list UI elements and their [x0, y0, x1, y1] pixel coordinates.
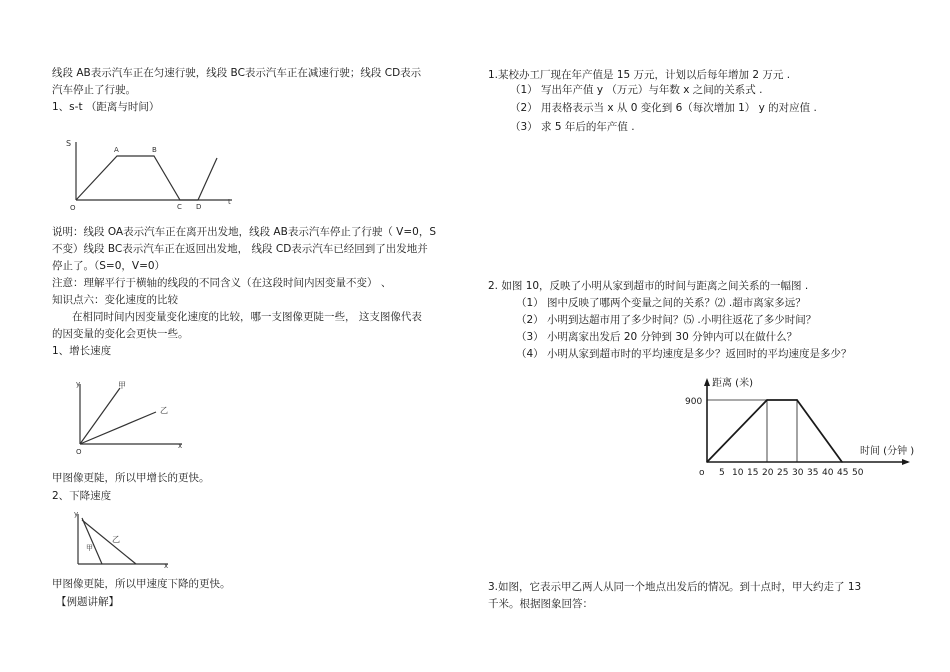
- q1-part-1: （1） 写出年产值 y （万元）与年数 x 之间的关系式 .: [510, 84, 763, 96]
- chart-y-axis-arrow: [704, 378, 710, 386]
- fig2-origin: O: [76, 448, 82, 456]
- q1-part-3: （3） 求 5 年后的年产值 .: [510, 121, 635, 133]
- chart-x-tick-label: 5: [719, 468, 725, 478]
- chart-x-tick-label: 10: [732, 468, 744, 478]
- fig2-y-label: y: [76, 380, 81, 388]
- st-heading: 1、s-t （距离与时间）: [52, 101, 160, 113]
- knowledge-point-6: 知识点六：变化速度的比较: [52, 294, 178, 306]
- fig1-point-a: A: [114, 146, 119, 154]
- fig1-y-label: S: [66, 139, 72, 148]
- chart-y-label: 距离 (米): [712, 378, 753, 389]
- q2-stem: 2. 如图 10，反映了小明从家到超市的时间与距离之间关系的一幅图 .: [488, 280, 809, 292]
- q1-part-2: （2） 用表格表示当 x 从 0 变化到 6（每次增加 1） y 的对应值 .: [510, 102, 817, 114]
- chart-x-tick-label: 25: [777, 468, 789, 478]
- decline-heading: 2、下降速度: [52, 490, 112, 502]
- note-line-2: 不变）线段 BC表示汽车正在返回出发地， 线段 CD表示汽车已经回到了出发地并: [52, 243, 428, 255]
- chart-point: [766, 399, 768, 401]
- decline-conclusion: 甲图像更陡，所以甲速度下降的更快。: [52, 578, 231, 590]
- attention-note: 注意：理解平行于横轴的线段的不同含义（在这段时间内因变量不变） 、: [52, 277, 392, 289]
- chart-x-tick-label: 35: [807, 468, 819, 478]
- q2-part-1: （1） 图中反映了哪两个变量之间的关系？⑵ .超市离家多远？: [516, 297, 806, 309]
- growth-conclusion: 甲图像更陡，所以甲增长的更快。: [52, 472, 210, 484]
- chart-x-tick-label: 50: [852, 468, 864, 478]
- fig3-y-label: y: [74, 510, 79, 518]
- fig1-point-o: O: [70, 204, 76, 212]
- fig1-point-b: B: [152, 146, 157, 154]
- chart-x-tick-label: 45: [837, 468, 849, 478]
- fig2-label-jia: 甲: [118, 381, 126, 390]
- growth-heading: 1、增长速度: [52, 345, 112, 357]
- note-line-3: 停止了。（S=0，V=0）: [52, 260, 166, 272]
- chart-x-tick-label: 20: [762, 468, 774, 478]
- fig3-x-label: x: [164, 562, 169, 570]
- intro-line-2: 汽车停止了行驶。: [52, 84, 136, 96]
- example-heading: 【例题讲解】: [56, 596, 119, 608]
- chart-x-axis-arrow: [902, 459, 910, 465]
- fig2-label-yi: 乙: [160, 406, 168, 415]
- fig1-x-label: t: [228, 198, 231, 206]
- chart-x-tick-label: 30: [792, 468, 804, 478]
- chart-point: [706, 461, 708, 463]
- chart-x-label: 时间 (分钟 ): [860, 446, 915, 457]
- chart-y-tick-label: 900: [685, 397, 703, 407]
- fig1-point-d: D: [196, 203, 202, 211]
- chart-x-tick-label: 40: [822, 468, 834, 478]
- compare-line-1: 在相同时间内因变量变化速度的比较，哪一支图像更陡一些， 这支图像代表: [72, 311, 422, 323]
- q1-stem: 1.某校办工厂现在年产值是 15 万元，计划以后每年增加 2 万元 .: [488, 69, 791, 81]
- intro-line-1: 线段 AB表示汽车正在匀速行驶，线段 BC表示汽车正在减速行驶；线段 CD表示: [52, 67, 422, 79]
- q2-part-4: （4） 小明从家到超市时的平均速度是多少？返回时的平均速度是多少？: [516, 348, 852, 360]
- chart-point: [841, 461, 843, 463]
- chart-x-tick-label: 15: [747, 468, 759, 478]
- q2-part-2: （2） 小明到达超市用了多少时间？⑸ .小明往返花了多少时间？: [516, 314, 817, 326]
- fig3-label-jia: 甲: [86, 544, 93, 552]
- q3-line-2: 千米。根据图象回答：: [488, 598, 593, 610]
- compare-line-2: 的因变量的变化会更快一些。: [52, 328, 189, 340]
- q2-part-3: （3） 小明离家出发后 20 分钟到 30 分钟内可以在做什么？: [516, 331, 798, 343]
- chart-x-tick-label: o: [699, 468, 705, 478]
- fig3-label-yi: 乙: [112, 535, 120, 544]
- q3-line-1: 3.如图，它表示甲乙两人从同一个地点出发后的情况。到十点时，甲大约走了 13: [488, 581, 862, 593]
- chart-series-line: [707, 400, 842, 462]
- note-line-1: 说明：线段 OA表示汽车正在离开出发地，线段 AB表示汽车停止了行驶（ V=0，S: [52, 226, 436, 238]
- fig2-x-label: x: [178, 442, 183, 450]
- fig1-point-c: C: [177, 203, 182, 211]
- chart-point: [796, 399, 798, 401]
